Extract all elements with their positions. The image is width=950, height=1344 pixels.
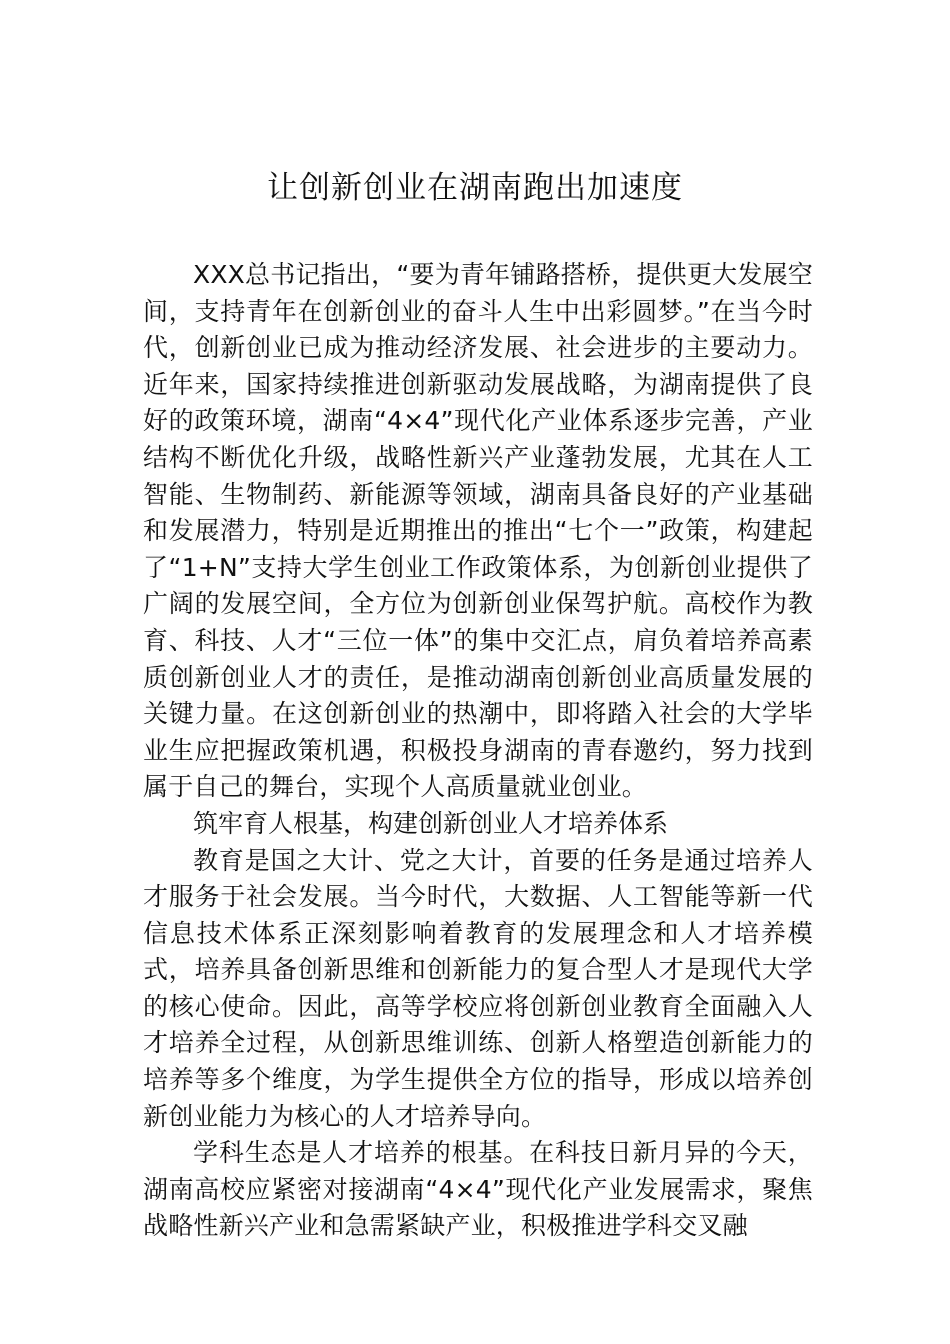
intro-paragraph: XXX总书记指出，“要为青年铺路搭桥，提供更大发展空间，支持青年在创新创业的奋斗人生中出彩圆梦。”在当今时代，创新创业已成为推动经济发展、社会进步的主要动力。近年来，国家持续推进创新驱动发展战略，为湖南提供了良好的政策环境，湖南“4×4”现代化产业体系逐步完善，产业结构不断优化升级，战略性新兴产业蓬勃发展，尤其在人工智能、生物制药、新能源等领域，湖南具备良好的产业基础和发展潜力，特别是近期推出的推出“七个一”政策，构建起了“1+N”支持大学生创业工作政策体系，为创新创业提供了广阔的发展空间，全方位为创新创业保驾护航。高校作为教育、科技、人才“三位一体”的集中交汇点，肩负着培养高素质创新创业人才的责任，是推动湖南创新创业高质量发展的关键力量。在这创新创业的热潮中，即将踏入社会的大学毕业生应把握政策机遇，积极投身湖南的青春邀约，努力找到属于自己的舞台，实现个人高质量就业创业。	[143, 260, 813, 802]
document-body	[143, 257, 813, 1245]
section-paragraph-1: 教育是国之大计、党之大计，首要的任务是通过培养人才服务于社会发展。当今时代，大数据、人工智能等新一代信息技术体系正深刻影响着教育的发展理念和人才培养模式，培养具备创新思维和创新能力的复合型人才是现代大学的核心使命。因此，高等学校应将创新创业教育全面融入人才培养全过程，从创新思维训练、创新人格塑造创新能力的培养等多个维度，为学生提供全方位的指导，形成以培养创新创业能力为核心的人才培养导向。	[143, 845, 813, 1131]
section-heading: 筑牢育人根基，构建创新创业人才培养体系	[193, 808, 669, 838]
document-title: 让创新创业在湖南跑出加速度	[267, 170, 683, 206]
section-paragraph-2: 学科生态是人才培养的根基。在科技日新月异的今天，湖南高校应紧密对接湖南“4×4”现代化产业发展需求，聚焦战略性新兴产业和急需紧缺产业，积极推进学科交叉融	[143, 1138, 813, 1241]
